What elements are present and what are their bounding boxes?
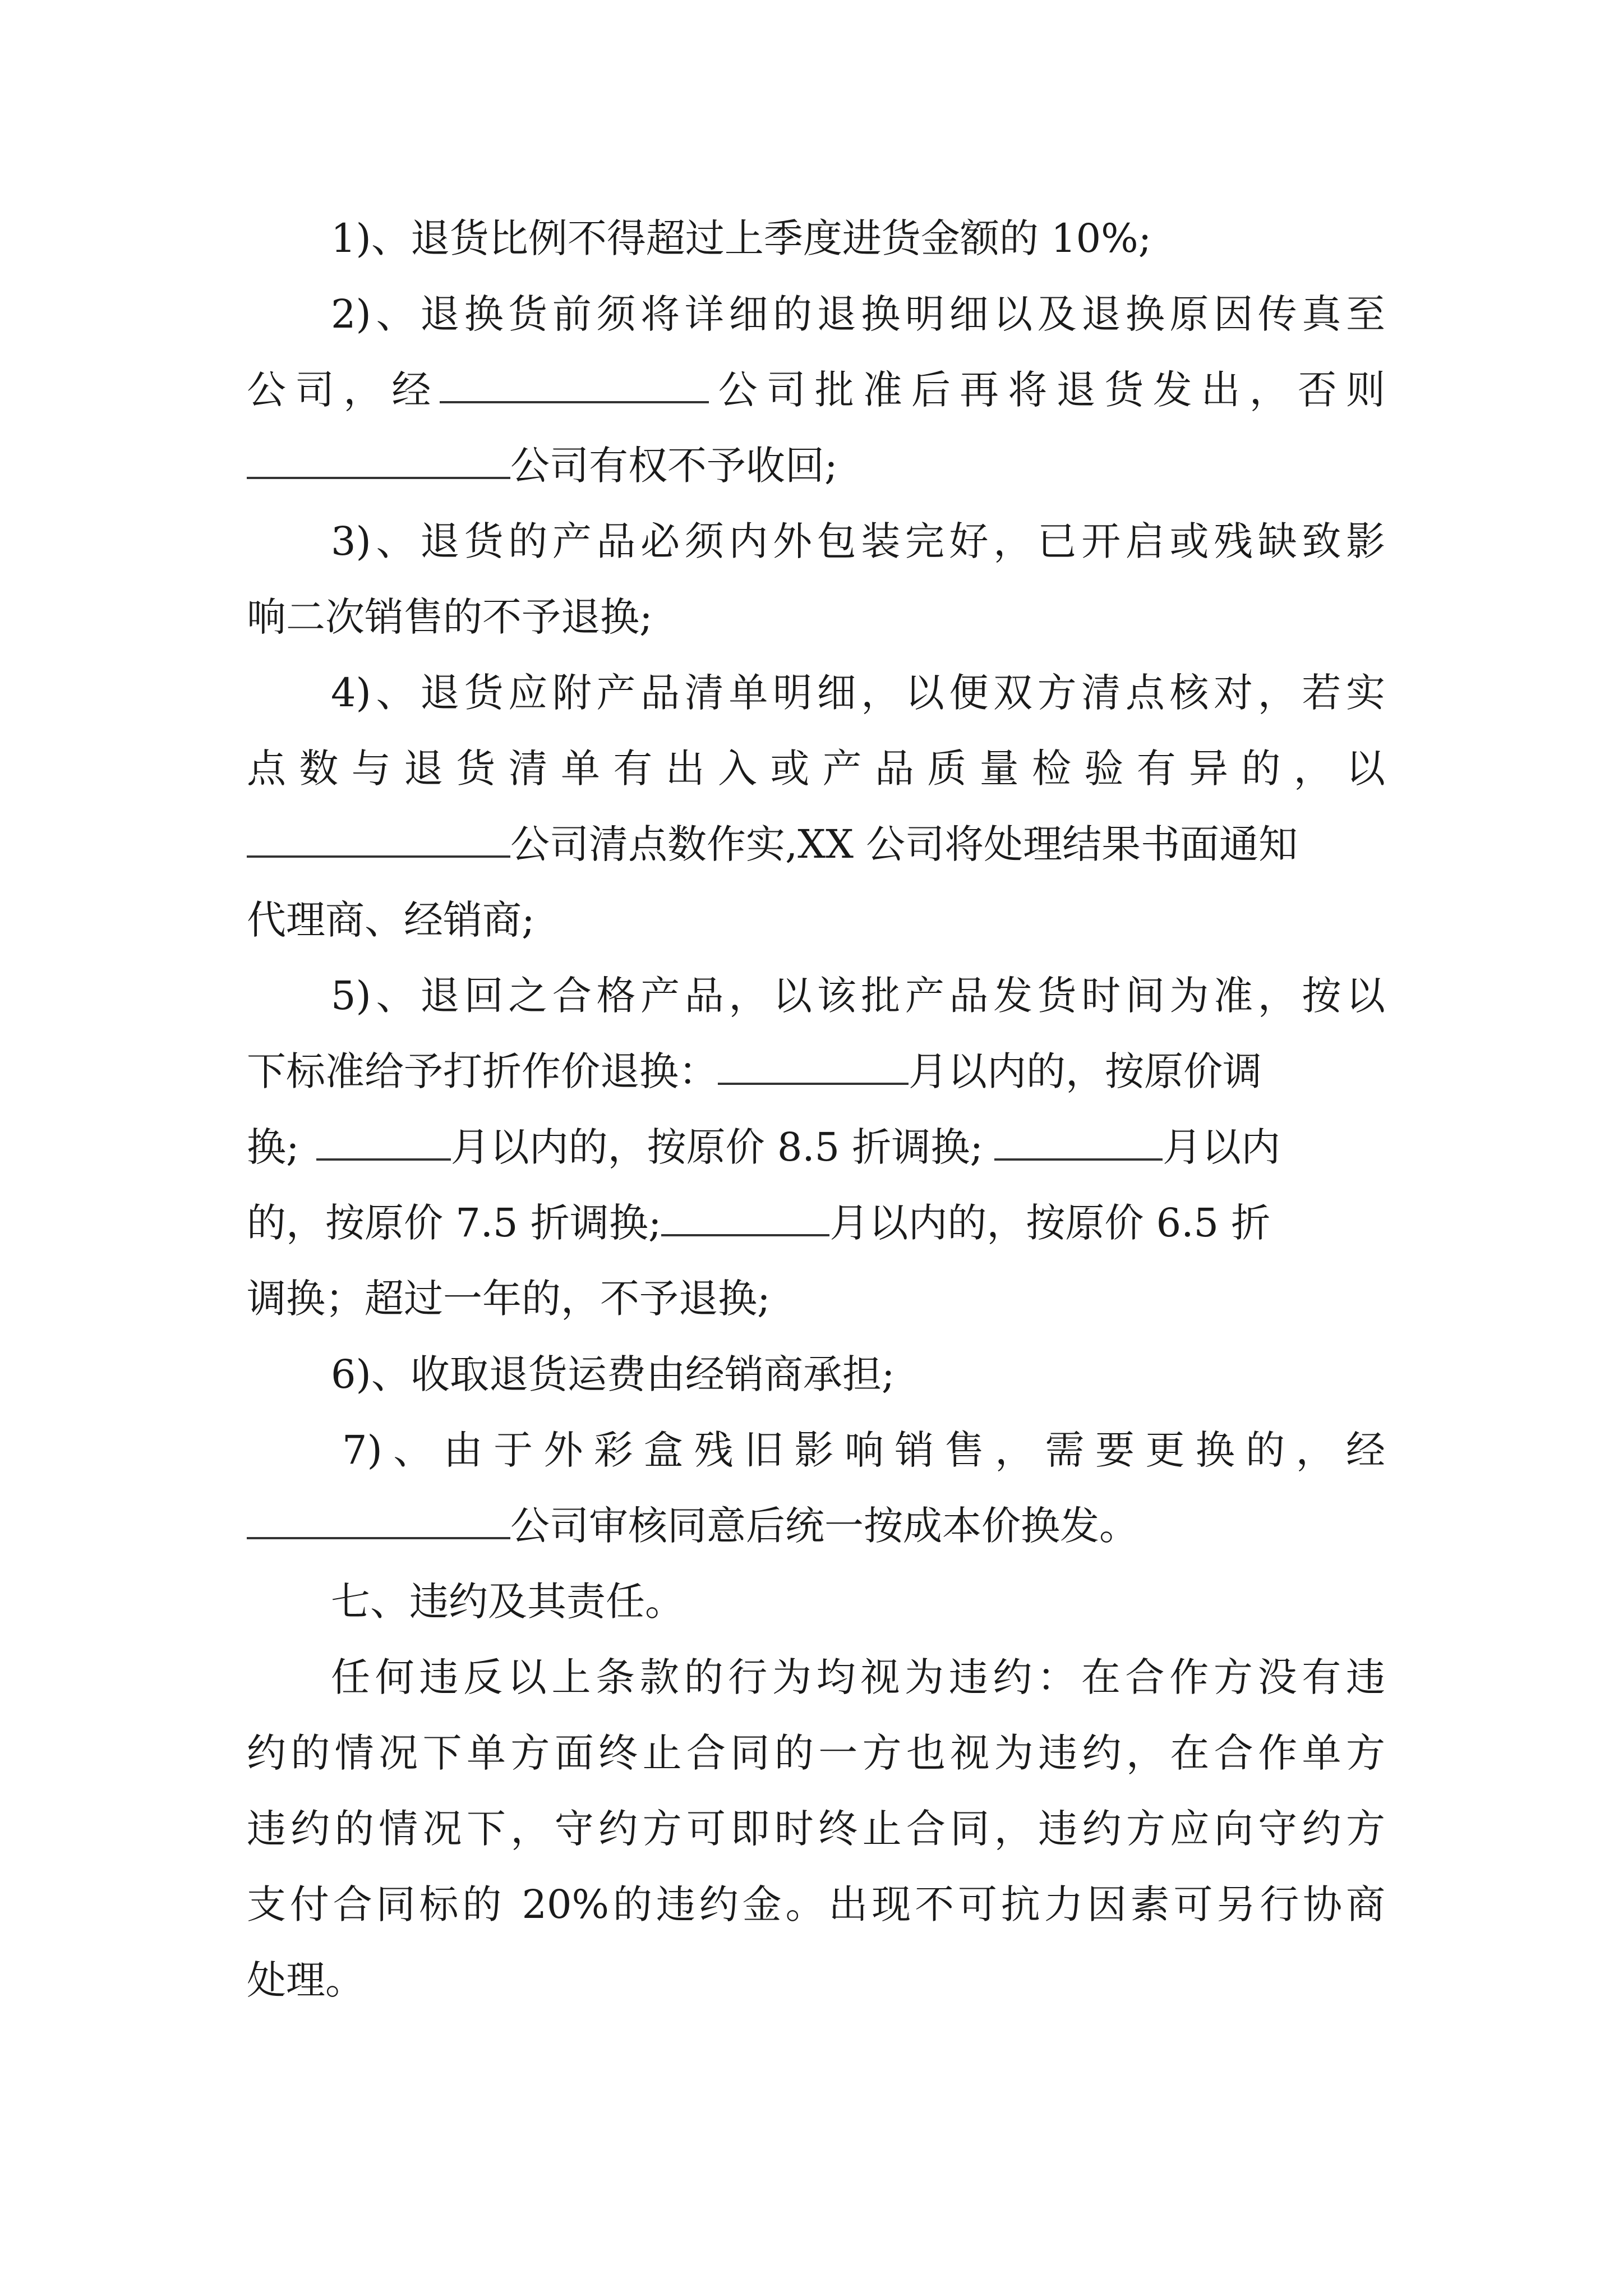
fill-in-blank[interactable] [440,365,709,403]
clause-2-line [247,435,1385,496]
text-segment: 7)、由于外彩盒残旧影响销售，需要更换的，经 [342,1427,1385,1473]
fill-in-blank[interactable] [718,1047,909,1085]
clause-5-line [247,1192,1385,1254]
text-segment: 任何违反以上条款的行为均视为违约：在合作方没有违 [331,1654,1385,1700]
breach-paragraph-line [247,1798,1385,1860]
text-segment: 2)、退换货前须将详细的退换明细以及退换原因传真至 [331,291,1385,337]
text-segment: 5)、退回之合格产品，以该批产品发货时间为准，按以 [331,973,1385,1019]
text-segment: 处理。 [247,1957,365,2003]
clause-6-line [247,1343,1385,1405]
text-segment: 6)、收取退货运费由经销商承担; [331,1351,895,1397]
breach-paragraph-line [247,1646,1385,1708]
text-segment: 的，按原价 7.5 折调换; [247,1200,662,1246]
fill-in-blank[interactable] [247,820,510,858]
text-segment: 月以内的，按原价 6.5 折 [829,1200,1271,1246]
clause-2-line [247,283,1385,345]
text-segment: 1)、退货比例不得超过上季度进货金额的 10%; [331,215,1152,261]
text-segment: 调换；超过一年的，不予退换; [247,1276,771,1322]
text-segment: 代理商、经销商; [247,897,535,943]
clause-3-line [247,510,1385,572]
breach-paragraph-line [247,1874,1385,1935]
text-segment: 下标准给予打折作价退换： [247,1048,718,1094]
text-segment: 4)、退货应附产品清单明细，以便双方清点核对，若实 [331,670,1385,716]
clause-5-line [247,965,1385,1027]
text-segment: 公司批准后再将退货发出，否则 [709,367,1386,413]
text-segment: 公司审核同意后统一按成本价换发。 [510,1503,1138,1549]
clause-7-line [247,1419,1385,1481]
fill-in-blank[interactable] [661,1198,829,1236]
text-segment: 月以内 [1163,1124,1281,1170]
text-segment: 违约的情况下，守约方可即时终止合同，违约方应向守约方 [247,1806,1385,1852]
clause-5-line [247,1116,1385,1178]
breach-paragraph-line [247,1722,1385,1784]
clause-4-line [247,662,1385,724]
text-segment: 公司清点数作实,XX 公司将处理结果书面通知 [510,821,1298,867]
fill-in-blank[interactable] [247,1501,510,1539]
clause-1-line [247,208,1385,269]
text-segment: 公司，经 [247,367,440,413]
clause-4-line [247,738,1385,799]
text-segment: 3)、退货的产品必须内外包装完好，已开启或残缺致影 [331,518,1385,564]
clause-4-line [247,813,1385,875]
fill-in-blank[interactable] [247,441,510,479]
text-segment: 换; [247,1124,299,1170]
text-segment: 月以内的，按原价 8.5 折调换; [450,1124,984,1170]
section-heading [247,1571,1385,1632]
text-segment: 支付合同标的 20%的违约金。出现不可抗力因素可另行协商 [247,1881,1385,1927]
text-segment: 月以内的，按原价调 [909,1048,1262,1094]
clause-3-line [247,586,1385,648]
text-segment: 公司有权不予收回; [510,443,838,489]
text-segment: 响二次销售的不予退换; [247,594,653,640]
clause-5-line [247,1041,1385,1102]
fill-in-blank[interactable] [994,1122,1163,1161]
clause-7-line [247,1495,1385,1557]
text-segment: 点数与退货清单有出入或产品质量检验有异的，以 [247,746,1385,792]
clause-4-line [247,889,1385,951]
clause-5-line [247,1268,1385,1329]
fill-in-blank[interactable] [316,1122,451,1161]
breach-paragraph-line [247,1949,1385,2011]
text-segment: 约的情况下单方面终止合同的一方也视为违约，在合作单方 [247,1730,1385,1776]
text-segment: 七、违约及其责任。 [331,1579,684,1625]
clause-2-line [247,359,1385,421]
